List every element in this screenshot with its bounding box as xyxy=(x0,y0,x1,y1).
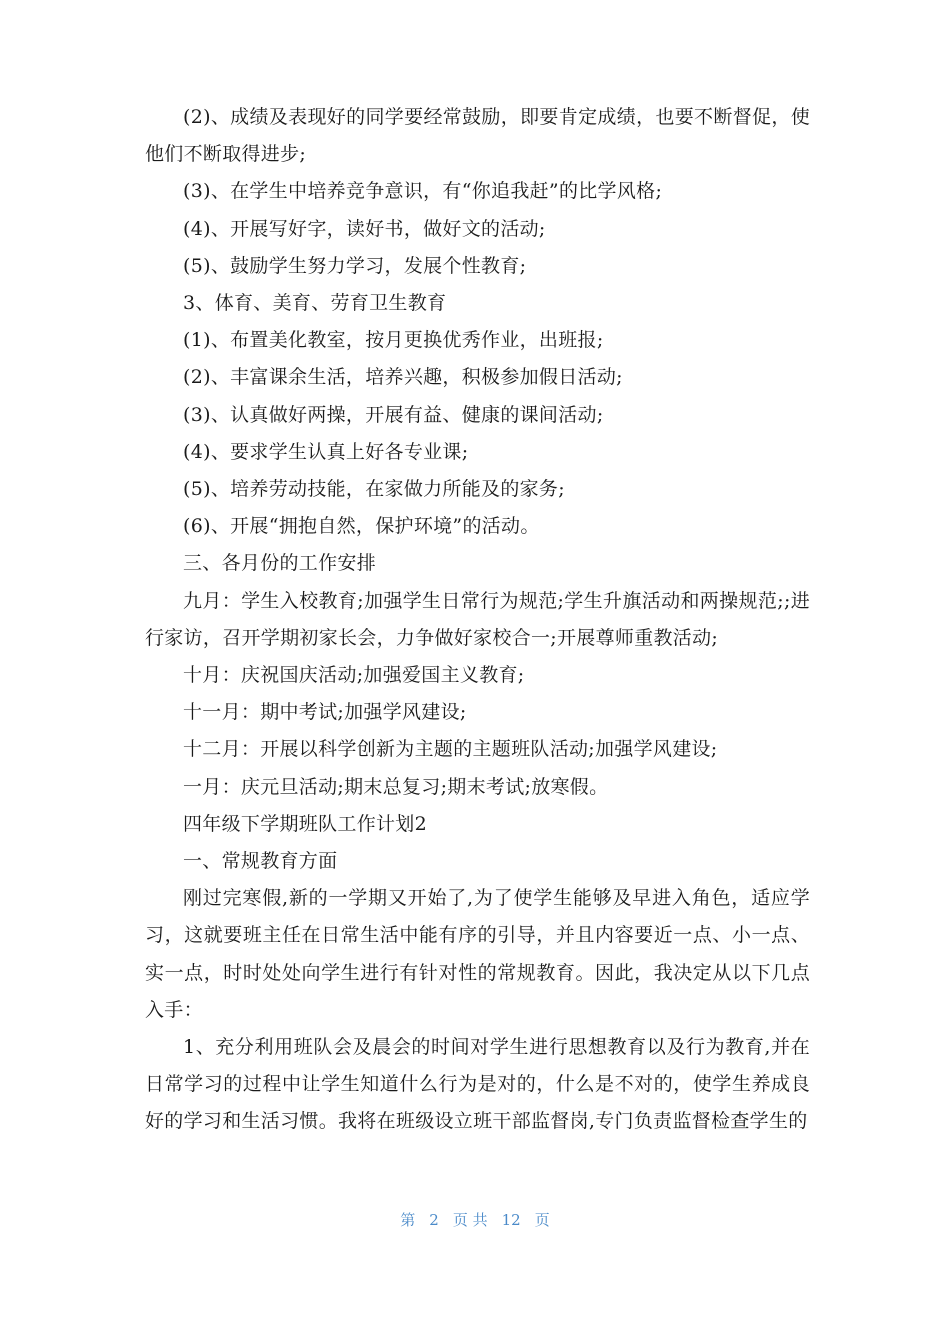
paragraph: (3)、认真做好两操，开展有益、健康的课间活动; xyxy=(183,403,604,426)
paragraph: 一月：庆元旦活动;期末总复习;期末考试;放寒假。 xyxy=(183,775,609,798)
footer-total-pages: 12 xyxy=(501,1211,521,1229)
document-subtitle: 四年级下学期班队工作计划2 xyxy=(183,812,427,835)
paragraph: (4)、要求学生认真上好各专业课; xyxy=(183,440,469,463)
section-heading: 一、常规教育方面 xyxy=(183,850,338,873)
footer-suffix: 页 xyxy=(534,1211,550,1229)
paragraph: (2)、丰富课余生活，培养兴趣，积极参加假日活动; xyxy=(183,366,623,389)
footer-middle: 页 共 xyxy=(452,1211,488,1229)
paragraph: 刚过完寒假,新的一学期又开始了,为了使学生能够及早进入角色，适应学习，这就要班主任在日常生活中能有序的引导，并且内容要近一点、小一点、实一点，时时处处向学生进行有针对性的常规教育。因此，我决定从以下几点入手： xyxy=(145,887,810,1021)
document-body xyxy=(145,99,810,1141)
paragraph: (5)、鼓励学生努力学习，发展个性教育; xyxy=(183,254,527,277)
paragraph: (5)、培养劳动技能，在家做力所能及的家务; xyxy=(183,478,565,501)
paragraph: (3)、在学生中培养竞争意识，有“你追我赶”的比学风格; xyxy=(183,180,663,203)
page-footer xyxy=(0,1209,950,1230)
paragraph: 十月：庆祝国庆活动;加强爱国主义教育; xyxy=(183,664,525,687)
paragraph: 1、充分利用班队会及晨会的时间对学生进行思想教育以及行为教育,并在日常学习的过程中让学生知道什么行为是对的，什么是不对的，使学生养成良好的学习和生活习惯。我将在班级设立班干部监督岗,专门负责监督检查学生的 xyxy=(145,1036,810,1133)
paragraph: 十一月：期中考试;加强学风建设; xyxy=(183,701,467,724)
section-heading: 3、体育、美育、劳育卫生教育 xyxy=(183,292,447,315)
section-heading: 三、各月份的工作安排 xyxy=(183,552,377,575)
paragraph: (6)、开展“拥抱自然，保护环境”的活动。 xyxy=(183,515,540,538)
paragraph: (1)、布置美化教室，按月更换优秀作业，出班报; xyxy=(183,329,604,352)
paragraph: (4)、开展写好字，读好书，做好文的活动; xyxy=(183,217,546,240)
paragraph: 九月：学生入校教育;加强学生日常行为规范;学生升旗活动和两操规范;;进行家访，召开学期初家长会，力争做好家校合一;开展尊师重教活动; xyxy=(145,589,810,649)
footer-prefix: 第 xyxy=(400,1211,416,1229)
paragraph: 十二月：开展以科学创新为主题的主题班队活动;加强学风建设; xyxy=(183,738,718,761)
paragraph: (2)、成绩及表现好的同学要经常鼓励，即要肯定成绩，也要不断督促，使他们不断取得进步; xyxy=(145,106,810,166)
footer-current-page: 2 xyxy=(429,1211,439,1229)
